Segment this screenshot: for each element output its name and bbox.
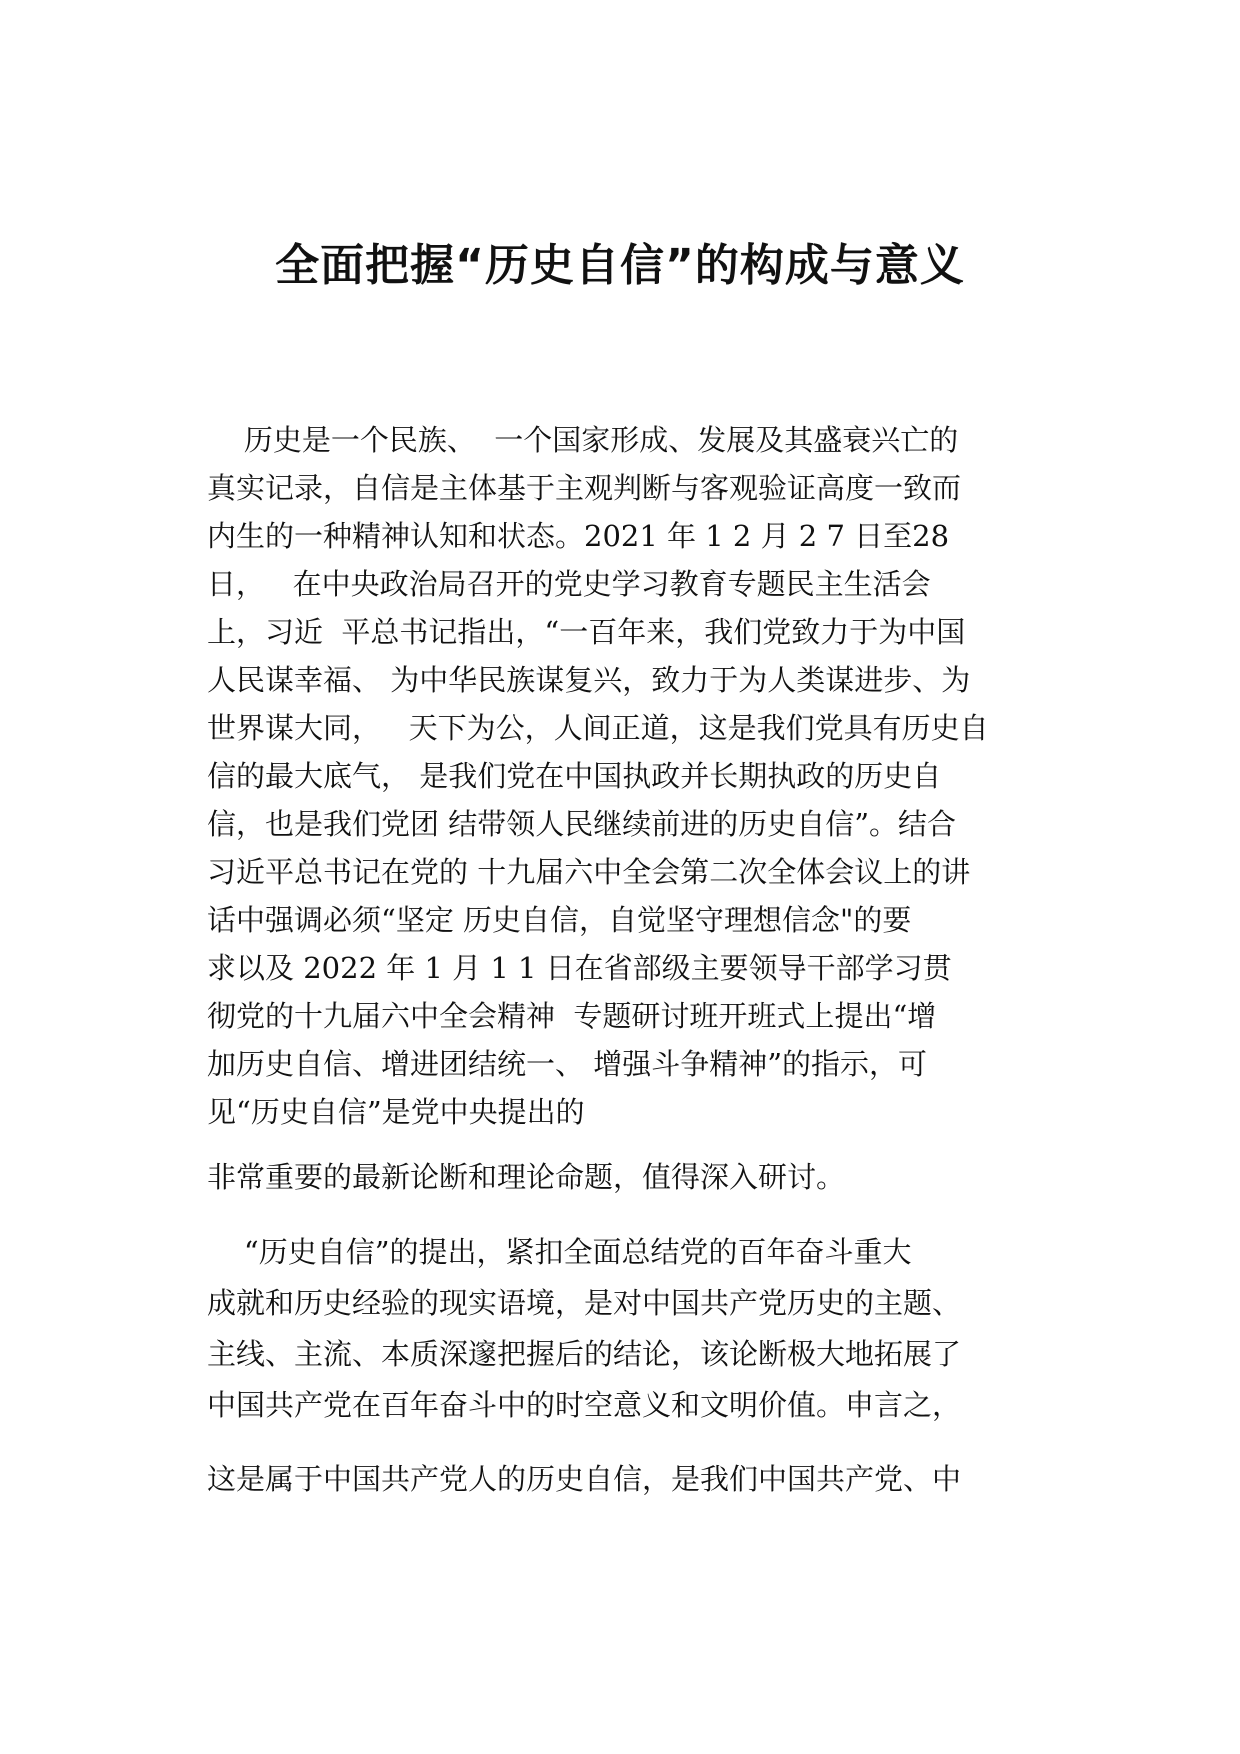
body-line: 话中强调必须“坚定 历史自信，自觉坚守理想信念"的要 [207,903,912,937]
body-line: 成就和历史经验的现实语境，是对中国共产党历史的主题、 [207,1286,962,1320]
body-line: 主线、主流、本质深邃把握后的结论，该论断极大地拓展了 [207,1337,962,1371]
body-line: 人民谋幸福、 为中华民族谋复兴，致力于为人类谋进步、为 [207,663,971,697]
document-title: 全面把握“历史自信”的构成与意义 [275,240,965,291]
body-line: 世界谋大同， 天下为公，人间正道，这是我们党具有历史自 [207,711,989,745]
body-line: 上，习近 平总书记指出，“一百年来，我们党致力于为中国 [207,615,966,649]
body-line: 内生的一种精神认知和状态。2021 年 1 2 月 2 7 日至28 [207,519,950,553]
body-line: 真实记录，自信是主体基于主观判断与客观验证高度一致而 [207,471,962,505]
body-line: 非常重要的最新论断和理论命题，值得深入研讨。 [207,1160,846,1194]
body-line: 见“历史自信”是党中央提出的 [207,1095,585,1129]
body-line: 习近平总书记在党的 十九届六中全会第二次全体会议上的讲 [207,855,971,889]
body-line: 中国共产党在百年奋斗中的时空意义和文明价值。申言之， [207,1388,962,1422]
body-line: 信，也是我们党团 结带领人民继续前进的历史自信”。结合 [207,807,957,841]
body-line: 这是属于中国共产党人的历史自信，是我们中国共产党、中 [207,1462,962,1496]
body-line: 彻党的十九届六中全会精神 专题研讨班开班式上提出“增 [207,999,937,1033]
body-line: 信的最大底气， 是我们党在中国执政并长期执政的历史自 [207,759,942,793]
body-line: “历史自信”的提出，紧扣全面总结党的百年奋斗重大 [207,1235,912,1269]
body-line: 历史是一个民族、 一个国家形成、发展及其盛衰兴亡的 [207,423,959,457]
body-line: 求以及 2022 年 1 月 1 1 日在省部级主要领导干部学习贯 [207,951,952,985]
body-line: 日， 在中央政治局召开的党史学习教育专题民主生活会 [207,567,931,601]
body-line: 加历史自信、增进团结统一、 增强斗争精神”的指示，可 [207,1047,928,1081]
